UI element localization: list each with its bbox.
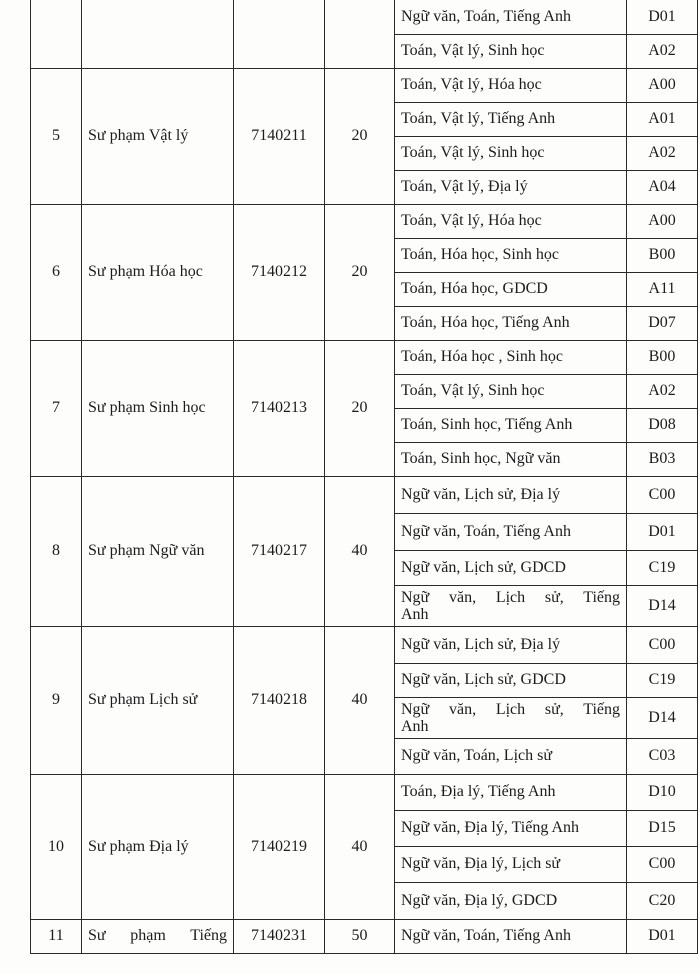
combination-cell: Toán, Địa lý, Tiếng Anh (395, 774, 627, 810)
block-code-cell: B00 (627, 340, 698, 374)
combination-cell: Toán, Hóa học, Sinh học (395, 238, 627, 272)
combination-cell: Ngữ văn, Lịch sử, GDCD (395, 550, 627, 585)
combination-cell: Ngữ văn, Lịch sử, Địa lý (395, 626, 627, 663)
quota-cell: 40 (325, 774, 395, 919)
block-code-cell: A00 (627, 204, 698, 238)
block-code-cell: C00 (627, 626, 698, 663)
quota-cell: 50 (325, 919, 395, 953)
major-name-cell: Sư phạm Vật lý (82, 68, 234, 204)
combination-line-1: Ngữ văn, Lịch sử, Tiếng (401, 588, 620, 606)
block-code-cell: D01 (627, 919, 698, 953)
combination-cell: Toán, Sinh học, Ngữ văn (395, 442, 627, 476)
combination-cell: Toán, Vật lý, Sinh học (395, 374, 627, 408)
quota-cell: 20 (325, 204, 395, 340)
stt-cell (31, 0, 82, 68)
major-code-cell: 7140211 (234, 68, 325, 204)
block-code-cell: A00 (627, 68, 698, 102)
major-code-cell: 7140219 (234, 774, 325, 919)
combination-cell: Toán, Sinh học, Tiếng Anh (395, 408, 627, 442)
quota-cell: 20 (325, 340, 395, 476)
table-row (31, 919, 698, 953)
stt-cell: 7 (31, 340, 82, 476)
table-row (31, 340, 698, 374)
major-code-cell: 7140217 (234, 476, 325, 626)
combination-cell: Toán, Hóa học , Sinh học (395, 340, 627, 374)
stt-cell: 11 (31, 919, 82, 953)
combination-cell (395, 697, 627, 738)
table-row (31, 476, 698, 513)
quota-cell: 40 (325, 476, 395, 626)
combination-cell: Toán, Vật lý, Sinh học (395, 136, 627, 170)
block-code-cell: A11 (627, 272, 698, 306)
combination-cell: Ngữ văn, Toán, Tiếng Anh (395, 919, 627, 953)
combination-line-2: Anh (401, 605, 429, 623)
major-code-cell: 7140212 (234, 204, 325, 340)
combination-cell: Toán, Hóa học, GDCD (395, 272, 627, 306)
major-name-cell: Sư phạm Sinh học (82, 340, 234, 476)
combination-cell: Toán, Vật lý, Hóa học (395, 68, 627, 102)
block-code-cell: A04 (627, 170, 698, 204)
block-code-cell: A02 (627, 34, 698, 68)
stt-cell: 10 (31, 774, 82, 919)
block-code-cell: C03 (627, 738, 698, 774)
admissions-table (30, 0, 698, 954)
block-code-cell: C20 (627, 882, 698, 919)
stt-cell: 8 (31, 476, 82, 626)
block-code-cell: D14 (627, 585, 698, 626)
major-name-cell (82, 0, 234, 68)
combination-cell: Ngữ văn, Địa lý, GDCD (395, 882, 627, 919)
combination-cell: Ngữ văn, Lịch sử, GDCD (395, 663, 627, 697)
block-code-cell: B03 (627, 442, 698, 476)
table-row (31, 68, 698, 102)
major-code-cell: 7140218 (234, 626, 325, 774)
table-row (31, 774, 698, 810)
combination-cell: Ngữ văn, Toán, Tiếng Anh (395, 513, 627, 550)
stt-cell: 9 (31, 626, 82, 774)
block-code-cell: A01 (627, 102, 698, 136)
combination-cell: Toán, Vật lý, Tiếng Anh (395, 102, 627, 136)
block-code-cell: D07 (627, 306, 698, 340)
block-code-cell: D01 (627, 513, 698, 550)
major-name-cell: Sư phạm Lịch sử (82, 626, 234, 774)
combination-cell: Ngữ văn, Toán, Tiếng Anh (395, 0, 627, 34)
major-name-cell: Sư phạm Địa lý (82, 774, 234, 919)
block-code-cell: C00 (627, 476, 698, 513)
block-code-cell: B00 (627, 238, 698, 272)
block-code-cell: C19 (627, 663, 698, 697)
combination-cell: Toán, Hóa học, Tiếng Anh (395, 306, 627, 340)
major-code-cell: 7140213 (234, 340, 325, 476)
combination-cell (395, 585, 627, 626)
block-code-cell: C19 (627, 550, 698, 585)
combination-cell: Ngữ văn, Địa lý, Lịch sử (395, 846, 627, 882)
stt-cell: 5 (31, 68, 82, 204)
major-name-cell: Sư phạm Ngữ văn (82, 476, 234, 626)
table-row (31, 204, 698, 238)
combination-cell: Toán, Vật lý, Địa lý (395, 170, 627, 204)
block-code-cell: D14 (627, 697, 698, 738)
block-code-cell: D15 (627, 810, 698, 846)
combination-line-2: Anh (401, 717, 429, 735)
major-code-cell (234, 0, 325, 68)
block-code-cell: D08 (627, 408, 698, 442)
combination-line-1: Ngữ văn, Lịch sử, Tiếng (401, 700, 620, 718)
combination-cell: Ngữ văn, Địa lý, Tiếng Anh (395, 810, 627, 846)
block-code-cell: D01 (627, 0, 698, 34)
table-row (31, 0, 698, 34)
block-code-cell: D10 (627, 774, 698, 810)
major-code-cell: 7140231 (234, 919, 325, 953)
block-code-cell: A02 (627, 374, 698, 408)
major-name-text: Sư phạm Tiếng (88, 927, 227, 944)
table-row (31, 626, 698, 663)
quota-cell: 40 (325, 626, 395, 774)
combination-cell: Ngữ văn, Toán, Lịch sử (395, 738, 627, 774)
combination-cell: Toán, Vật lý, Sinh học (395, 34, 627, 68)
major-name-cell (82, 919, 234, 953)
stt-cell: 6 (31, 204, 82, 340)
combination-cell: Ngữ văn, Lịch sử, Địa lý (395, 476, 627, 513)
block-code-cell: C00 (627, 846, 698, 882)
quota-cell (325, 0, 395, 68)
block-code-cell: A02 (627, 136, 698, 170)
major-name-cell: Sư phạm Hóa học (82, 204, 234, 340)
combination-cell: Toán, Vật lý, Hóa học (395, 204, 627, 238)
quota-cell: 20 (325, 68, 395, 204)
